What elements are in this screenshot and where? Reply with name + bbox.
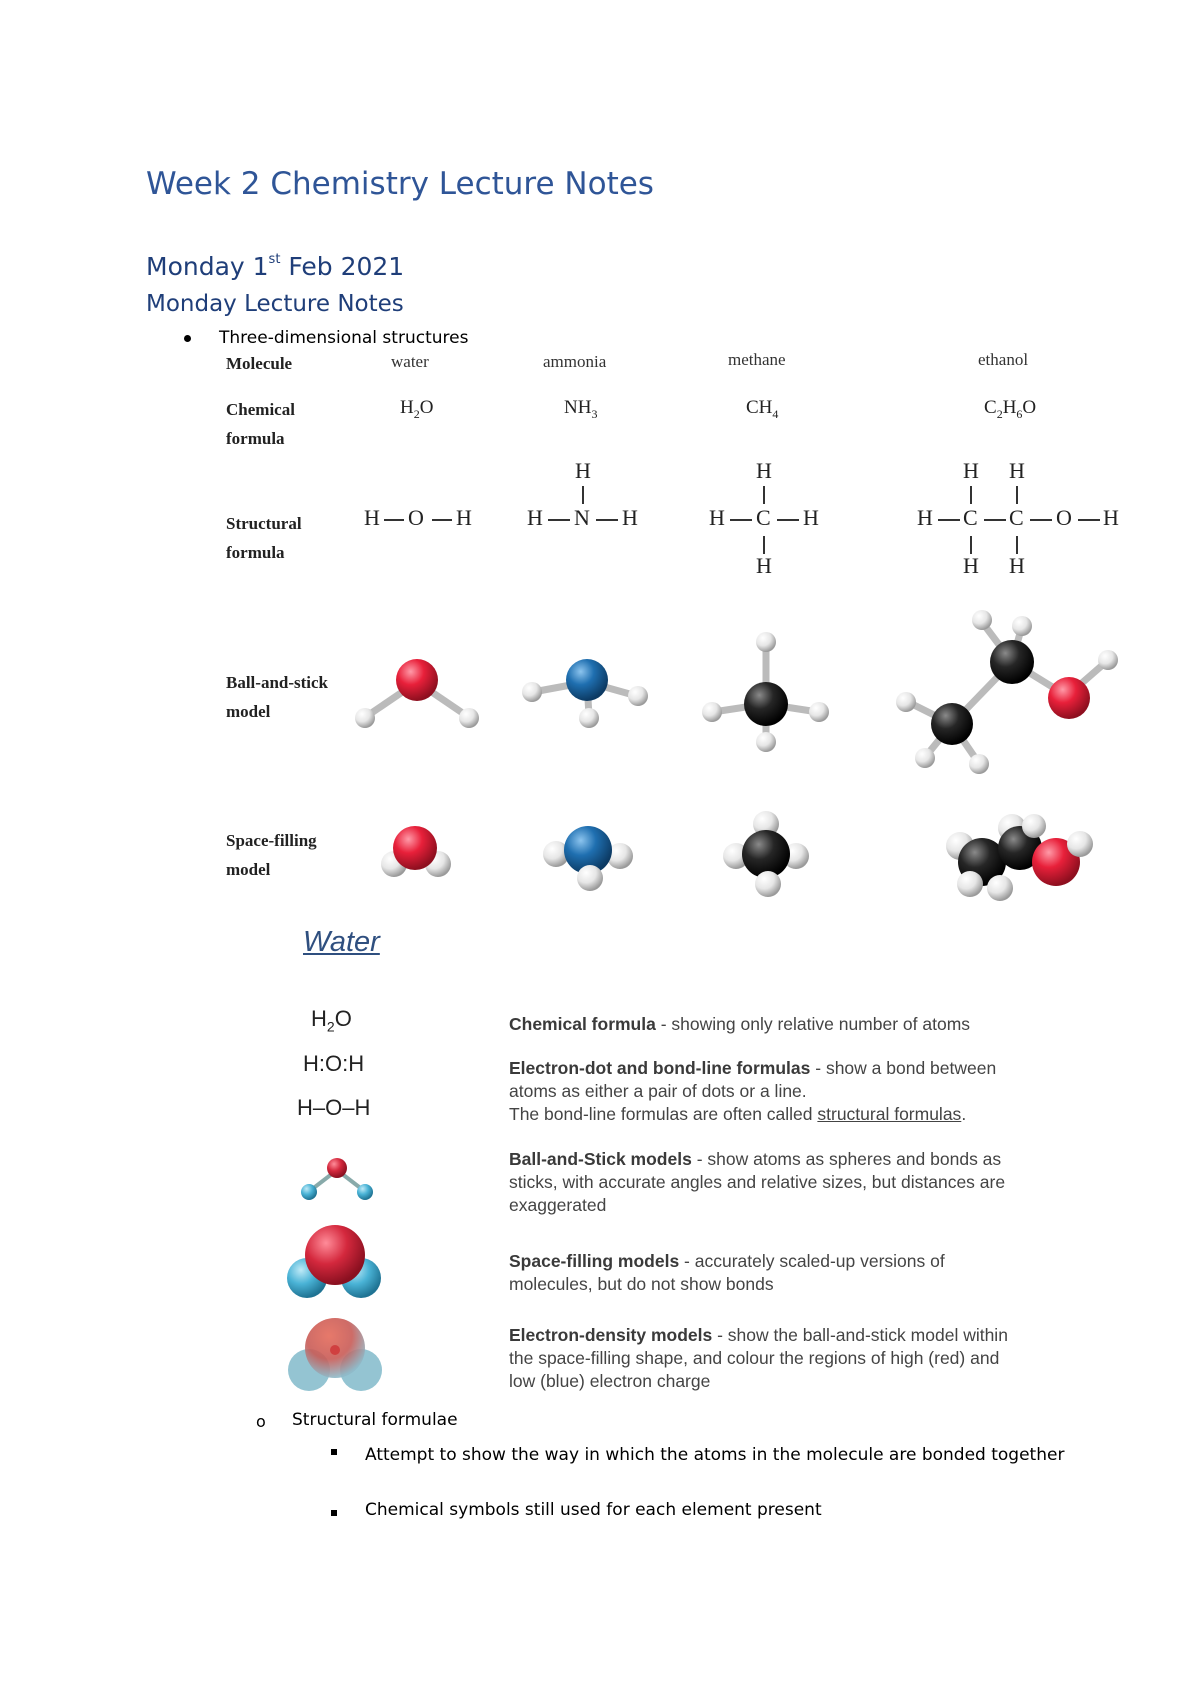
atom-h: H [963, 458, 979, 483]
row-label-space-filling-2: model [226, 860, 271, 879]
desc-electron-density: Electron-density models - show the ball-and-stick model within the space-filling shape, and colour the regions of high (red) and low (blue) electron charge [509, 1325, 1008, 1391]
formula-water: $H_2O$ [400, 397, 434, 421]
carbon-atom [742, 830, 790, 878]
atom-h: H [709, 505, 725, 530]
space-filling-methane [723, 811, 809, 897]
hydrogen-atom [756, 632, 776, 652]
desc-ball-stick: Ball-and-Stick models - show atoms as spheres and bonds as sticks, with accurate angles and relative sizes, but distances are exaggerated [509, 1149, 1006, 1215]
atom-c: C [963, 505, 978, 530]
col-head-ethanol: ethanol [978, 350, 1029, 369]
atom-h: H [456, 505, 472, 530]
ball-stick-ethanol [896, 610, 1118, 774]
atom-h: H [364, 505, 380, 530]
formula-bond-line: H–O–H [297, 1095, 371, 1120]
atom-c: C [1009, 505, 1024, 530]
oxygen-atom [393, 826, 437, 870]
oxygen-atom [330, 1345, 340, 1355]
hydrogen-atom [301, 1184, 317, 1200]
bond-line [763, 536, 765, 554]
water-models-svg [285, 1150, 395, 1410]
bond-line [432, 519, 452, 521]
atom-h: H [1009, 553, 1025, 578]
desc-space-filling: Space-filling models - accurately scaled-up versions of molecules, but do not show bonds [509, 1251, 945, 1294]
oxygen-atom [1048, 677, 1090, 719]
space-filling-ethanol [946, 814, 1093, 901]
bond-line [730, 519, 752, 521]
atom-h: H [803, 505, 819, 530]
bond-line [384, 519, 404, 521]
atom-n: N [574, 505, 590, 530]
hydrogen-atom [987, 875, 1013, 901]
row-label-chemical: Chemical [226, 400, 295, 419]
atom-h: H [963, 553, 979, 578]
bond-line [938, 519, 960, 521]
date-heading: Monday 1st Feb 2021 [146, 252, 405, 281]
row-label-space-filling: Space-filling [226, 831, 317, 850]
atom-h: H [1103, 505, 1119, 530]
col-head-methane: methane [728, 350, 786, 369]
page-title: Week 2 Chemistry Lecture Notes [146, 166, 654, 202]
carbon-atom [744, 682, 788, 726]
hydrogen-atom [1012, 616, 1032, 636]
hydrogen-atom [522, 682, 542, 702]
hydrogen-atom [756, 732, 776, 752]
hydrogen-atom [969, 754, 989, 774]
hydrogen-atom [355, 708, 375, 728]
hydrogen-atom [459, 708, 479, 728]
atom-h: H [1009, 458, 1025, 483]
bond-line [548, 519, 570, 521]
hydrogen-atom [1067, 831, 1093, 857]
oxygen-atom [396, 659, 438, 701]
desc-chemical-formula: Chemical formula - showing only relative number of atoms [509, 1014, 971, 1034]
hydrogen-atom [577, 865, 603, 891]
desc-electron-dot: Electron-dot and bond-line formulas - show a bond between atoms as either a pair of dots or a line. The bond-line formulas are often called structural formulas. [509, 1058, 997, 1124]
water-electron-density-model [288, 1318, 382, 1391]
square-bullet-icon [331, 1449, 337, 1455]
link-structural-formulas: structural formulas [817, 1104, 962, 1124]
bond-line [1016, 486, 1018, 504]
bullet-three-dimensional: Three-dimensional structures [219, 328, 469, 348]
lecture-heading: Monday Lecture Notes [146, 291, 404, 317]
atom-h: H [527, 505, 543, 530]
col-head-water: water [391, 352, 429, 371]
ball-stick-methane [702, 632, 829, 752]
row-label-molecule: Molecule [226, 354, 293, 373]
formula-ammonia: $NH_3$ [564, 397, 598, 421]
bond-line [777, 519, 799, 521]
bond-line [984, 519, 1006, 521]
row-label-structural: Structural [226, 514, 302, 533]
bond-line [596, 519, 618, 521]
row-label-ball-stick: Ball-and-stick [226, 673, 329, 692]
hydrogen-atom [957, 871, 983, 897]
hydrogen-atom [755, 871, 781, 897]
space-filling-water [381, 826, 451, 877]
formula-electron-dot: H:O:H [303, 1051, 365, 1076]
sub-sub-bullet-symbols: Chemical symbols still used for each element present [365, 1500, 822, 1520]
atom-h: H [756, 458, 772, 483]
bond-line [1030, 519, 1052, 521]
sub-bullet-structural-formulae: Structural formulae [292, 1410, 458, 1430]
bullet-dot-icon [184, 335, 191, 342]
row-label-ball-stick-2: model [226, 702, 271, 721]
row-label-chemical-2: formula [226, 429, 285, 448]
bond-line [970, 486, 972, 504]
hydrogen-atom [628, 686, 648, 706]
formula-h2o: $H_2O$ [311, 1006, 352, 1035]
atom-h: H [756, 553, 772, 578]
bond-line [970, 536, 972, 554]
oxygen-atom [305, 1225, 365, 1285]
space-filling-ammonia [543, 826, 633, 891]
water-space-filling-model [287, 1225, 381, 1298]
hydrogen-atom [702, 702, 722, 722]
col-head-ammonia: ammonia [543, 352, 607, 371]
sub-bullet-o-icon: o [256, 1412, 266, 1431]
hydrogen-atom [809, 702, 829, 722]
nitrogen-atom [566, 659, 608, 701]
atom-h: H [622, 505, 638, 530]
bond-line [582, 486, 584, 504]
water-ball-stick-model [301, 1158, 373, 1200]
ball-stick-water [355, 659, 479, 728]
atom-c: C [756, 505, 771, 530]
ball-stick-ammonia [522, 659, 648, 728]
hydrogen-atom [357, 1184, 373, 1200]
hydrogen-atom [972, 610, 992, 630]
hydrogen-atom [896, 692, 916, 712]
hydrogen-atom [1022, 814, 1046, 838]
bond-line [1016, 536, 1018, 554]
bond-line [1078, 519, 1100, 521]
atom-h: H [575, 458, 591, 483]
atom-o: O [1056, 505, 1072, 530]
formula-methane: $CH_4$ [746, 397, 779, 421]
hydrogen-atom [1098, 650, 1118, 670]
square-bullet-icon [331, 1510, 337, 1516]
carbon-atom [990, 640, 1034, 684]
bond-line [763, 486, 765, 504]
carbon-atom [931, 703, 973, 745]
atom-h: H [917, 505, 933, 530]
oxygen-atom [327, 1158, 347, 1178]
hydrogen-atom [579, 708, 599, 728]
water-title: Water [303, 926, 380, 958]
formula-ethanol: $C_2H_6O$ [984, 397, 1037, 421]
row-label-structural-2: formula [226, 543, 285, 562]
hydrogen-atom [915, 748, 935, 768]
molecule-models-svg [340, 600, 1140, 920]
atom-o: O [408, 505, 424, 530]
sub-sub-bullet-attempt: Attempt to show the way in which the atoms in the molecule are bonded together [365, 1445, 1065, 1465]
